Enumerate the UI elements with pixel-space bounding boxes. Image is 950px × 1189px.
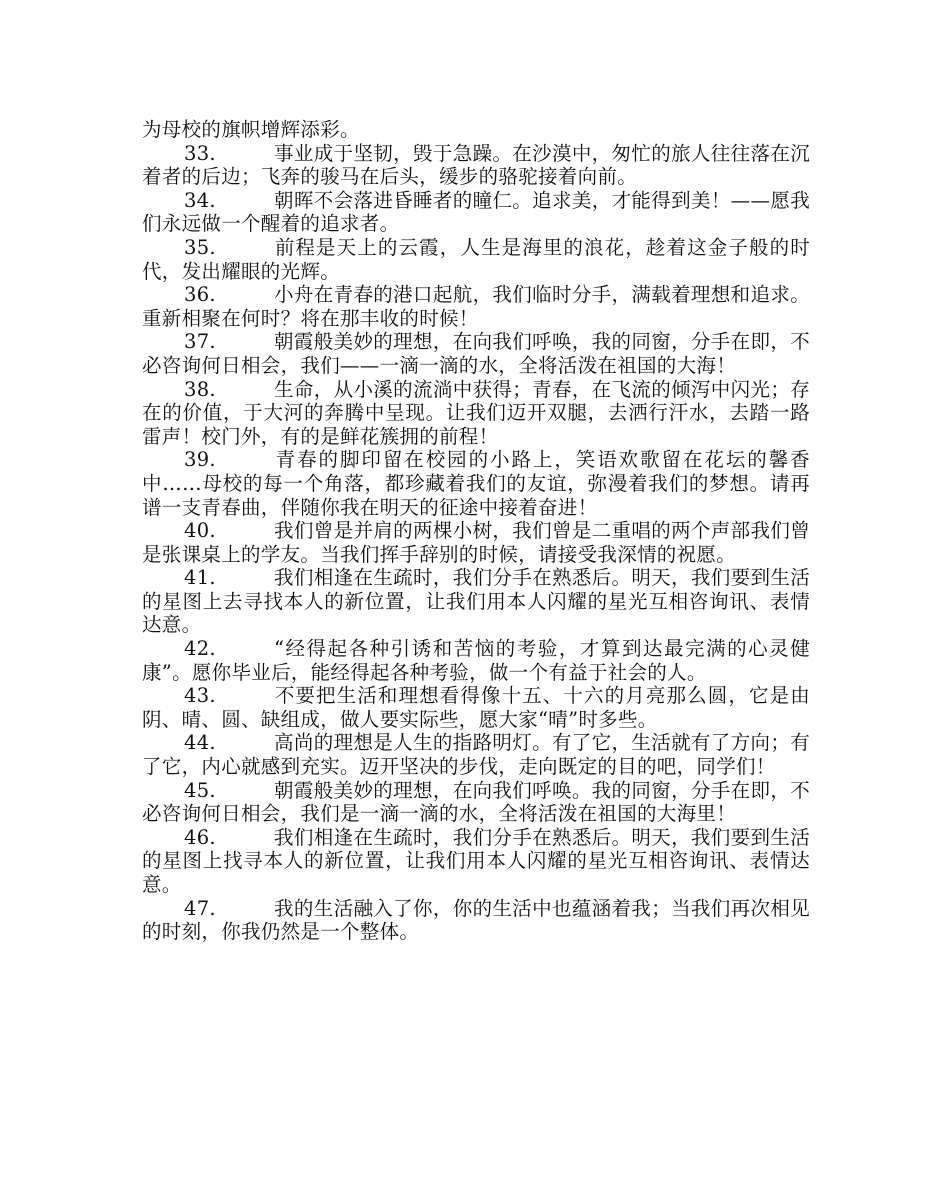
item-text: 朝霞般美妙的理想，在向我们呼唤。我的同窗，分手在即，不必咨询何日相会，我们是一滴一滴的水，全将活泼在祖国的大海里！ bbox=[142, 778, 810, 826]
item-number: 44. bbox=[184, 731, 216, 755]
item-text: 事业成于坚韧，毁于急躁。在沙漠中，匆忙的旅人往往落在沉着者的后边；飞奔的骏马在后头，缓步的骆驼接着向前。 bbox=[142, 141, 810, 189]
list-item bbox=[142, 826, 810, 897]
list-item bbox=[142, 283, 810, 330]
item-number: 41. bbox=[184, 566, 216, 590]
item-number: 36. bbox=[184, 283, 216, 307]
list-item bbox=[142, 236, 810, 283]
item-number: 37. bbox=[184, 330, 216, 354]
item-text: 朝霞般美妙的理想，在向我们呼唤，我的同窗，分手在即，不必咨询何日相会，我们——一滴一滴的水，全将活泼在祖国的大海！ bbox=[142, 330, 810, 377]
item-number: 43. bbox=[184, 684, 216, 708]
list-item bbox=[142, 330, 810, 377]
item-number: 35. bbox=[184, 235, 216, 259]
document-body bbox=[142, 118, 810, 944]
list-item bbox=[142, 142, 810, 189]
item-text: 高尚的理想是人生的指路明灯。有了它，生活就有了方向；有了它，内心就感到充实。迈开坚决的步伐，走向既定的目的吧，同学们！ bbox=[142, 731, 810, 779]
list-item bbox=[142, 897, 810, 944]
item-number: 46. bbox=[184, 825, 216, 849]
item-text: 小舟在青春的港口起航，我们临时分手，满载着理想和追求。重新相聚在何时？将在那丰收的时候！ bbox=[142, 283, 810, 330]
item-number: 40. bbox=[184, 519, 216, 543]
item-text: 我的生活融入了你，你的生活中也蕴涵着我；当我们再次相见的时刻，你我仍然是一个整体。 bbox=[142, 896, 810, 944]
item-number: 33. bbox=[184, 141, 216, 165]
item-number: 47. bbox=[184, 896, 216, 920]
list-item bbox=[142, 637, 810, 684]
list-item bbox=[142, 684, 810, 731]
item-text: 朝晖不会落进昏睡者的瞳仁。追求美，才能得到美！——愿我们永远做一个醒着的追求者。 bbox=[142, 188, 810, 236]
item-text: 青春的脚印留在校园的小路上，笑语欢歌留在花坛的馨香中……母校的每一个角落，都珍藏着我们的友谊，弥漫着我们的梦想。请再谱一支青春曲，伴随你我在明天的征途中接着奋进！ bbox=[142, 448, 810, 519]
item-number: 34. bbox=[184, 188, 216, 212]
list-item bbox=[142, 378, 810, 449]
item-text: 生命，从小溪的流淌中获得；青春，在飞流的倾泻中闪光；存在的价值，于大河的奔腾中呈现。让我们迈开双腿，去洒行汗水，去踏一路雷声！校门外，有的是鲜花簇拥的前程！ bbox=[142, 377, 810, 448]
lead-text: 为母校的旗帜增辉添彩。 bbox=[142, 118, 360, 141]
item-text: 我们曾是并肩的两棵小树，我们曾是二重唱的两个声部我们曾是张课桌上的学友。当我们挥手辞别的时候，请接受我深情的祝愿。 bbox=[142, 519, 810, 566]
item-text: “经得起各种引诱和苦恼的考验，才算到达最完满的心灵健康”。愿你毕业后，能经得起各种考验，做一个有益于社会的人。 bbox=[142, 637, 810, 684]
item-text: 我们相逢在生疏时，我们分手在熟悉后。明天，我们要到生活的星图上找寻本人的新位置，让我们用本人闪耀的星光互相咨询讯、表情达意。 bbox=[142, 825, 810, 896]
item-text: 我们相逢在生疏时，我们分手在熟悉后。明天，我们要到生活的星图上去寻找本人的新位置，让我们用本人闪耀的星光互相咨询讯、表情达意。 bbox=[142, 566, 810, 637]
list-item bbox=[142, 566, 810, 637]
list-item bbox=[142, 731, 810, 778]
list-item bbox=[142, 519, 810, 566]
item-number: 38. bbox=[184, 377, 216, 401]
list-item bbox=[142, 448, 810, 519]
item-text: 前程是天上的云霞，人生是海里的浪花，趁着这金子般的时代，发出耀眼的光辉。 bbox=[142, 235, 810, 283]
item-number: 42. bbox=[184, 637, 216, 661]
list-item bbox=[142, 189, 810, 236]
list-item bbox=[142, 779, 810, 826]
item-number: 45. bbox=[184, 778, 216, 802]
item-text: 不要把生活和理想看得像十五、十六的月亮那么圆，它是由阴、晴、圆、缺组成，做人要实际些，愿大家“晴”时多些。 bbox=[142, 684, 810, 731]
item-number: 39. bbox=[184, 448, 216, 472]
